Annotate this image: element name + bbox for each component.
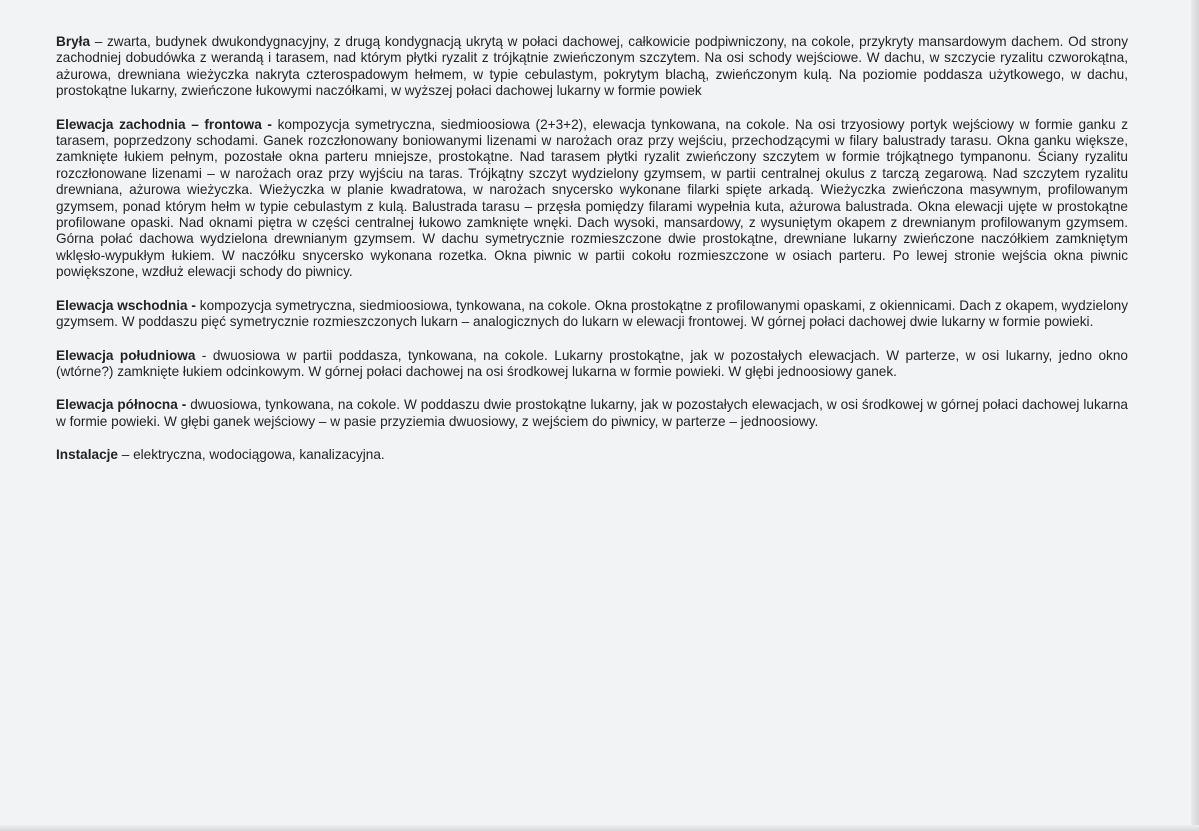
scan-edge-bottom xyxy=(0,825,1199,831)
document-page xyxy=(56,34,1128,481)
section-text: - dwuosiowa w partii poddasza, tynkowana, na cokole. Lukarny prostokątne, jak w pozostałych elewacjach. W parterze, w osi lukarny, jedno okno (wtórne?) zamknięte łukiem odcinkowym. W górnej połaci dachowej na osi środkowej lukarna w formie powieki. W głębi jednoosiowy ganek. xyxy=(56,347,1128,379)
section-text: kompozycja symetryczna, siedmioosiowa (2+3+2), elewacja tynkowana, na cokole. Na osi trzyosiowy portyk wejściowy w formie ganku z tarasem, poprzedzony schodami. Ganek rozczłonowany boniowanymi lizenami w narożach oraz przy wejściu, przechodzącymi w filary balustrady tarasu. Okna ganku większe, zamknięte łukiem pełnym, pozostałe okna parteru mniejsze, prostokątne. Nad tarasem płytki ryzalit zwieńczony szczytem w formie trójkątnego tympanonu. Ściany ryzalitu rozczłonowane lizenami – w narożach oraz przy wyjściu na taras. Trójkątny szczyt wydzielony gzymsem, w partii centralnej okulus z tarczą zegarową. Nad szczytem ryzalitu drewniana, ażurowa wieżyczka. Wieżyczka w planie kwadratowa, w narożach snycersko wykonane filarki spięte arkadą. Wieżyczka zwieńczona masywnym, profilowanym gzymsem, ponad którym hełm w typie cebulastym z kulą. Balustrada tarasu – przęsła pomiędzy filarami wypełnia kuta, ażurowa balustrada. Okna elewacji ujęte w prostokątne profilowane opaski. Nad oknami piętra w części centralnej łukowo zamknięte wnęki. Dach wysoki, mansardowy, z wysuniętym okapem z drewnianym profilowanym gzymsem. Górna połać dachowa wydzielona drewnianym gzymsem. W dachu symetrycznie rozmieszczone dwie prostokątne, drewniane lukarny zwieńczone naczółkiem zamkniętym wklęsło-wypukłym łukiem. W naczółku snycersko wykonana rozetka. Okna piwnic w partii cokołu rozmieszczone w osiach parteru. Po lewej stronie wejścia okna piwnic powiększone, wzdłuż elewacji schody do piwnicy. xyxy=(56,116,1128,280)
section-instalacje xyxy=(56,447,1128,463)
section-text: – zwarta, budynek dwukondygnacyjny, z drugą kondygnacją ukrytą w połaci dachowej, całkowicie podpiwniczony, na cokole, przykryty mansardowym dachem. Od strony zachodniej dobudówka z werandą i tarasem, nad którym płytki ryzalit z trójkątnie zwieńczonym szczytem. Na osi schody wejściowe. W dachu, w szczycie ryzalitu czworokątna, ażurowa, drewniana wieżyczka nakryta czterospadowym hełmem, w typie cebulastym, pokrytym blachą, zwieńczonym kulą. Na poziomie poddasza użytkowego, w dachu, prostokątne lukarny, zwieńczone łukowymi naczółkami, w wyższej połaci dachowej lukarny w formie powiek xyxy=(56,34,1128,99)
section-text: – elektryczna, wodociągowa, kanalizacyjna. xyxy=(117,447,385,463)
section-elewacja-zachodnia xyxy=(56,117,1128,281)
section-elewacja-polnocna xyxy=(56,397,1128,430)
section-text: dwuosiowa, tynkowana, na cokole. W poddaszu dwie prostokątne lukarny, jak w pozostałych elewacjach, w osi środkowej w górnej połaci dachowej lukarna w formie powieki. W głębi ganek wejściowy – w pasie przyziemia dwuosiowy, z wejściem do piwnicy, w parterze – jednoosiowy. xyxy=(56,397,1128,429)
section-label: Bryła xyxy=(56,34,91,49)
section-label: Instalacje xyxy=(56,447,118,463)
section-bryla xyxy=(56,34,1128,100)
section-text: kompozycja symetryczna, siedmioosiowa, tynkowana, na cokole. Okna prostokątne z profilowanymi opaskami, z okiennicami. Dach z okapem, wydzielony gzymsem. W poddaszu pięć symetrycznie rozmieszczonych lukarn – analogicznych do lukarn w elewacji frontowej. W górnej połaci dachowej dwie lukarny w formie powieki. xyxy=(56,297,1129,330)
section-label: Elewacja północna - xyxy=(56,397,187,413)
section-elewacja-wschodnia xyxy=(56,298,1128,331)
section-label: Elewacja zachodnia – frontowa - xyxy=(56,116,272,132)
scan-edge-right xyxy=(1191,0,1199,831)
section-elewacja-poludniowa xyxy=(56,348,1128,381)
section-label: Elewacja południowa xyxy=(56,347,196,363)
section-label: Elewacja wschodnia - xyxy=(56,297,196,313)
